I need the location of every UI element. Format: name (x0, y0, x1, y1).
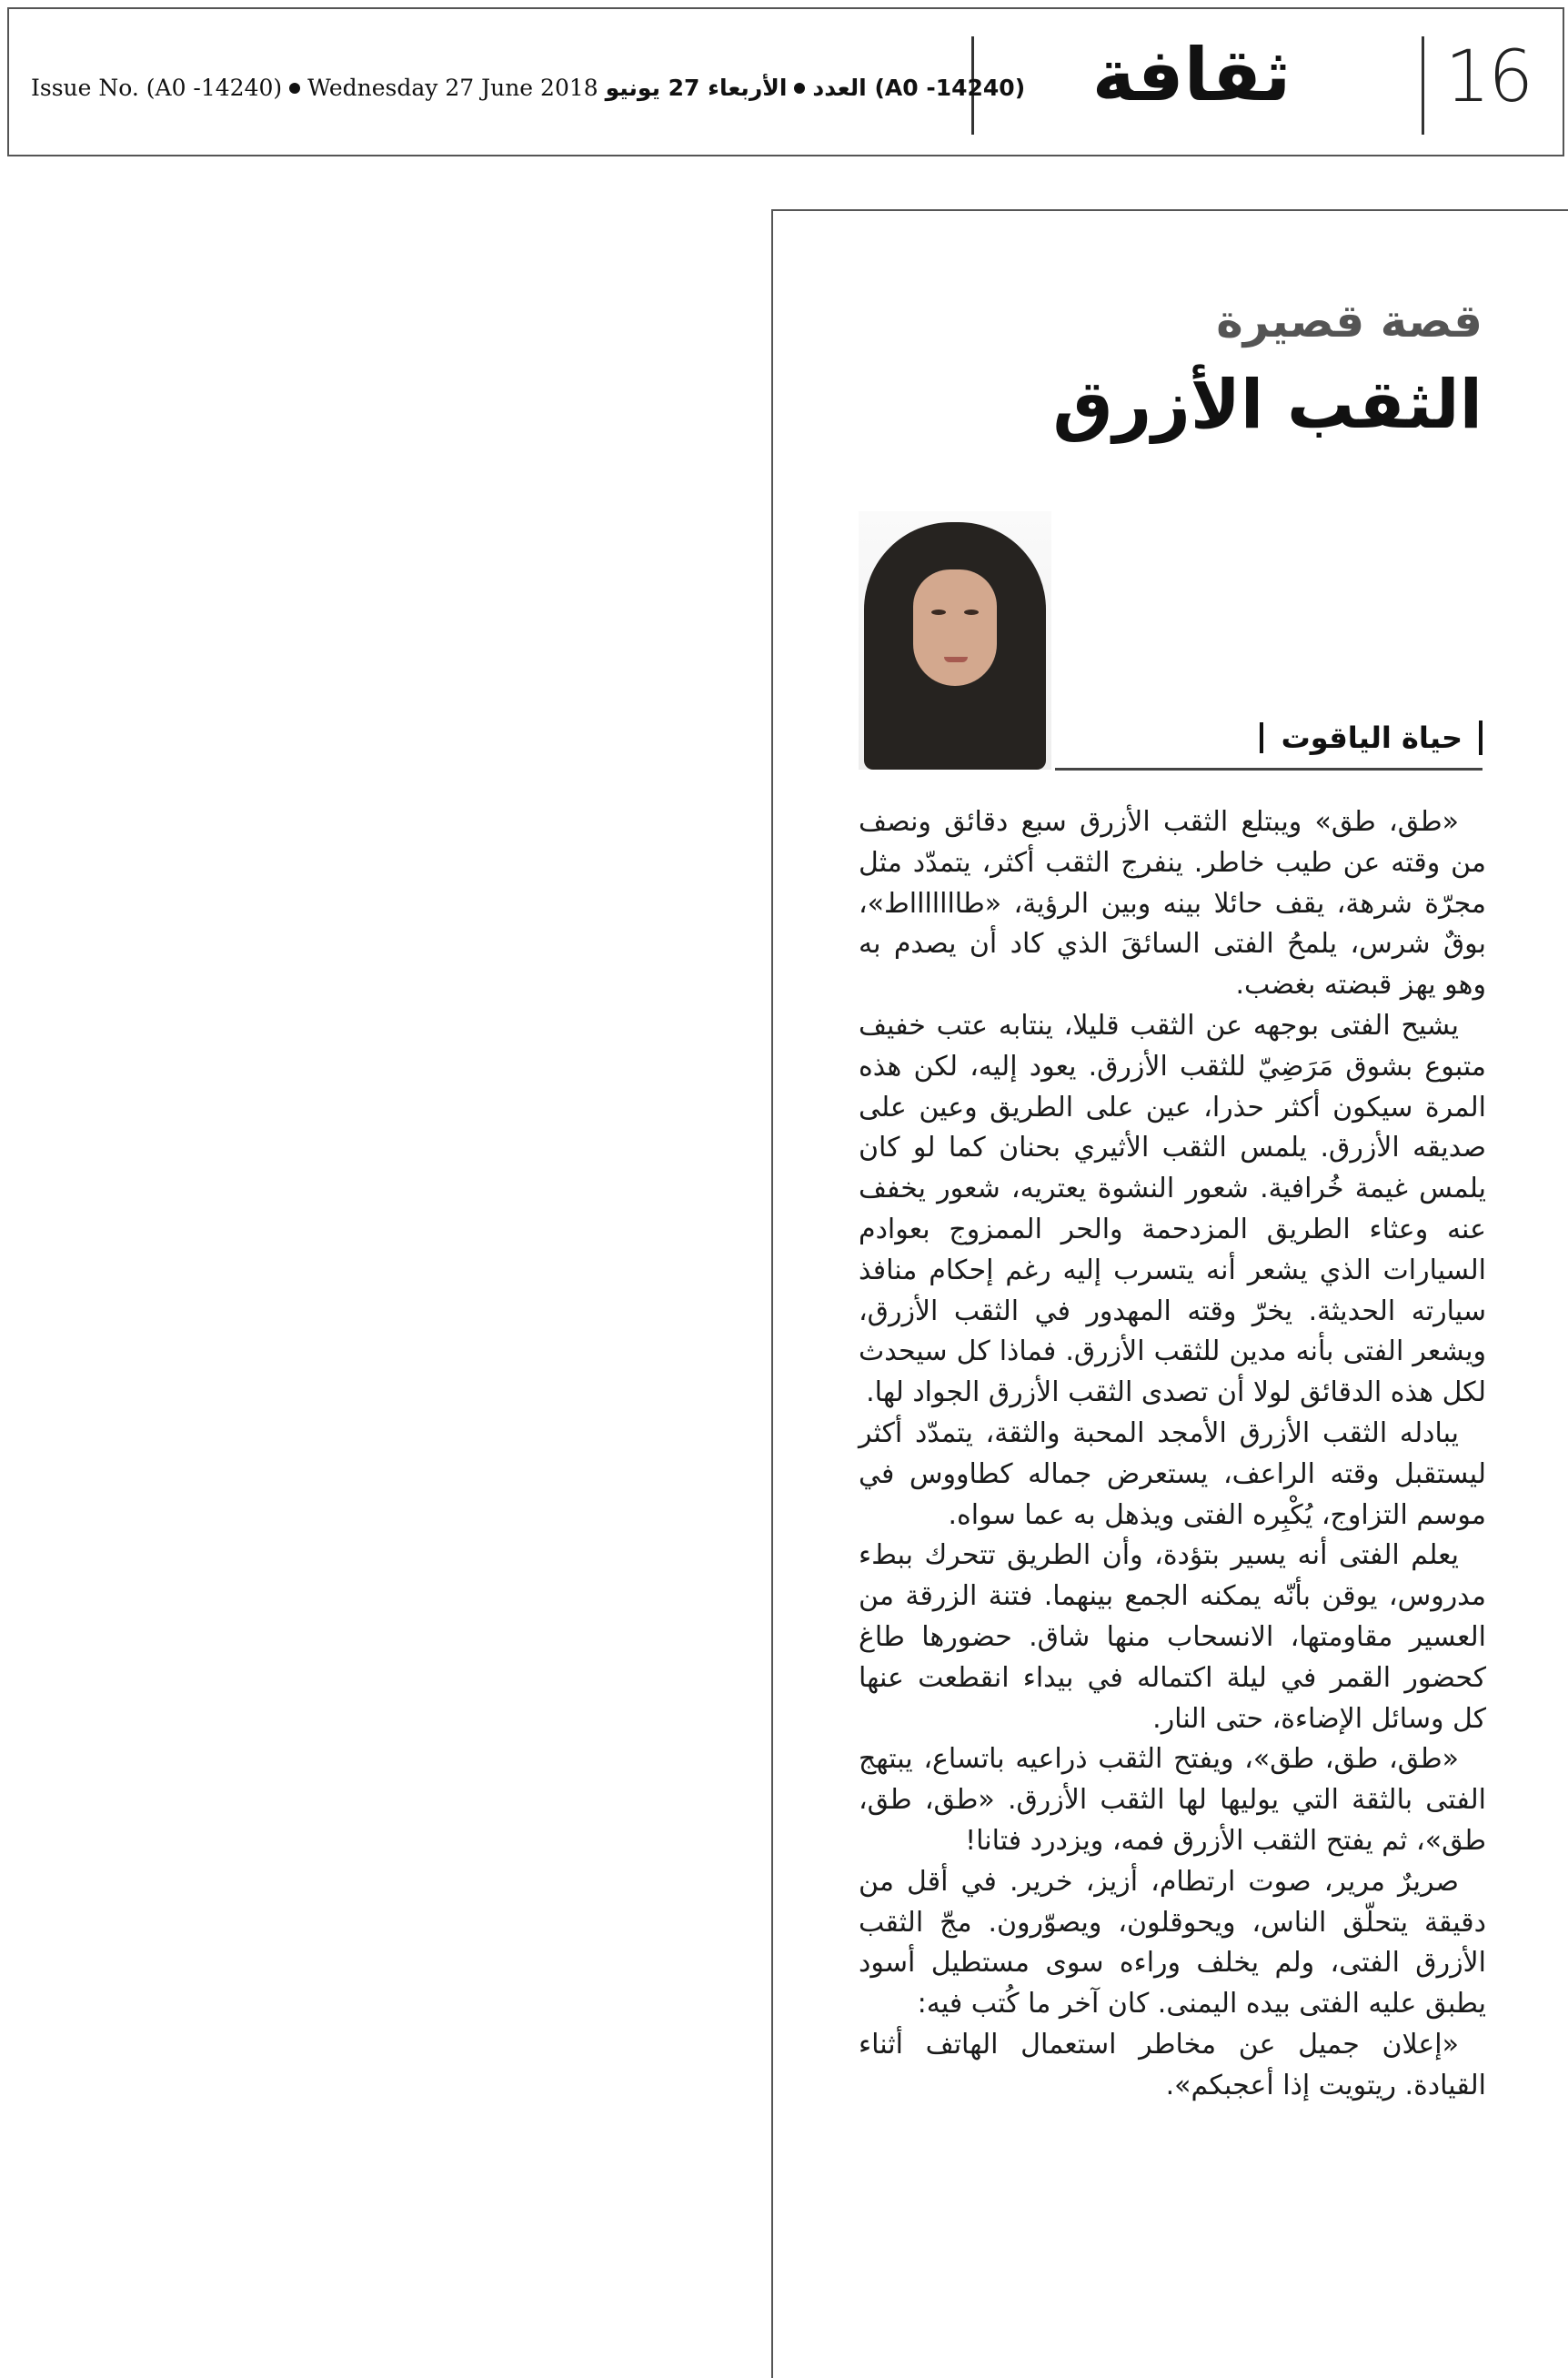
article-paragraph: يعلم الفتى أنه يسير بتؤدة، وأن الطريق تتحرك ببطء مدروس، يوقن بأنّه يمكنه الجمع بينهما. فتنة الزرقة من العسير مقاومتها، الانسحاب منها شاق. حضورها طاغ كحضور القمر في ليلة اكتماله في بيداء انقطعت عنها كل وسائل الإضاءة، حتى النار. (859, 1539, 1486, 1735)
bullet-separator (794, 83, 805, 94)
article-paragraph: «إعلان جميل عن مخاطر استعمال الهاتف أثناء القيادة. ريتويت إذا أعجبكم». (859, 2028, 1486, 2101)
issue-number-ar: (A0 -14240) العدد (812, 75, 1026, 101)
article-paragraph: «طق، طق» ويبتلع الثقب الأزرق سبع دقائق ونصف من وقته عن طيب خاطر. ينفرج الثقب أكثر، يتمدّد مثل مجرّة شرهة، يقف حائلا بينه وبين الرؤية، «طاااااااط»، بوقٌ شرس، يلمحُ الفتى السائقَ الذي كاد أن يصدم به وهو يهز قبضته بغضب. (859, 806, 1486, 1002)
article-kicker: قصة قصيرة (1216, 295, 1483, 348)
header-divider (1422, 36, 1424, 135)
article-column (771, 209, 1568, 2378)
article-paragraph: يشيح الفتى بوجهه عن الثقب قليلا، ينتابه عتب خفيف متبوع بشوق مَرَضِيّ للثقب الأزرق. يعود إليه، لكن هذه المرة سيكون أكثر حذرا، عين على الطريق وعين على صديقه الأزرق. يلمس الثقب الأثيري بحنان كما لو كان يلمس غيمة خُرافية. شعور النشوة يعتريه، شعور يخفف عنه وعثاء الطريق المزدحمة والحر الممزوج بعوادم السيارات الذي يشعر أنه يتسرب إليه رغم إحكام منافذ سيارته الحديثة. يخرّ وقته المهدور في الثقب الأزرق، ويشعر الفتى بأنه مدين للثقب الأزرق. فماذا كل سيحدث لكل هذه الدقائق لولا أن تصدى الثقب الأزرق الجواد لها. (859, 1009, 1486, 1409)
author-photo-eye (931, 610, 946, 615)
article-paragraph: صريرٌ مرير، صوت ارتطام، أزيز، خرير. في أقل من دقيقة يتحلّق الناس، ويحوقلون، ويصوّرون. مجّ الثقب الأزرق الفتى، ولم يخلف وراءه سوى مستطيل أسود يطبق عليه الفتى بيده اليمنى. كان آخر ما كُتب فيه: (859, 1865, 1486, 2020)
section-name: ثقافة (1091, 33, 1292, 117)
page-number: 16 (1444, 36, 1532, 118)
author-photo (859, 511, 1051, 770)
author-name: حياة الياقوت (1282, 720, 1483, 755)
bullet-separator (289, 83, 300, 94)
author-byline (1055, 720, 1483, 771)
newspaper-header (7, 7, 1564, 156)
issue-date-ar: الأربعاء 27 يونيو (605, 75, 788, 101)
author-photo-eye (964, 610, 979, 615)
issue-line (31, 75, 1025, 101)
article-body (859, 802, 1486, 2107)
author-photo-mouth (944, 657, 968, 662)
article-headline: الثقب الأزرق (1052, 366, 1483, 444)
article-paragraph: «طق، طق، طق»، ويفتح الثقب ذراعيه باتساع، يبتهج الفتى بالثقة التي يوليها لها الثقب الأزرق. «طق، طق، طق»، ثم يفتح الثقب الأزرق فمه، ويزدرد فتانا! (859, 1743, 1486, 1857)
author-photo-face (913, 569, 997, 686)
issue-date-en: Wednesday 27 June 2018 (307, 75, 598, 101)
issue-number-en: Issue No. (A0 -14240) (31, 75, 283, 101)
article-paragraph: يبادله الثقب الأزرق الأمجد المحبة والثقة، يتمدّد أكثر ليستقبل وقته الراعف، يستعرض جماله كطاووس في موسم التزاوج، يُكْبِره الفتى ويذهل به عما سواه. (859, 1416, 1486, 1531)
